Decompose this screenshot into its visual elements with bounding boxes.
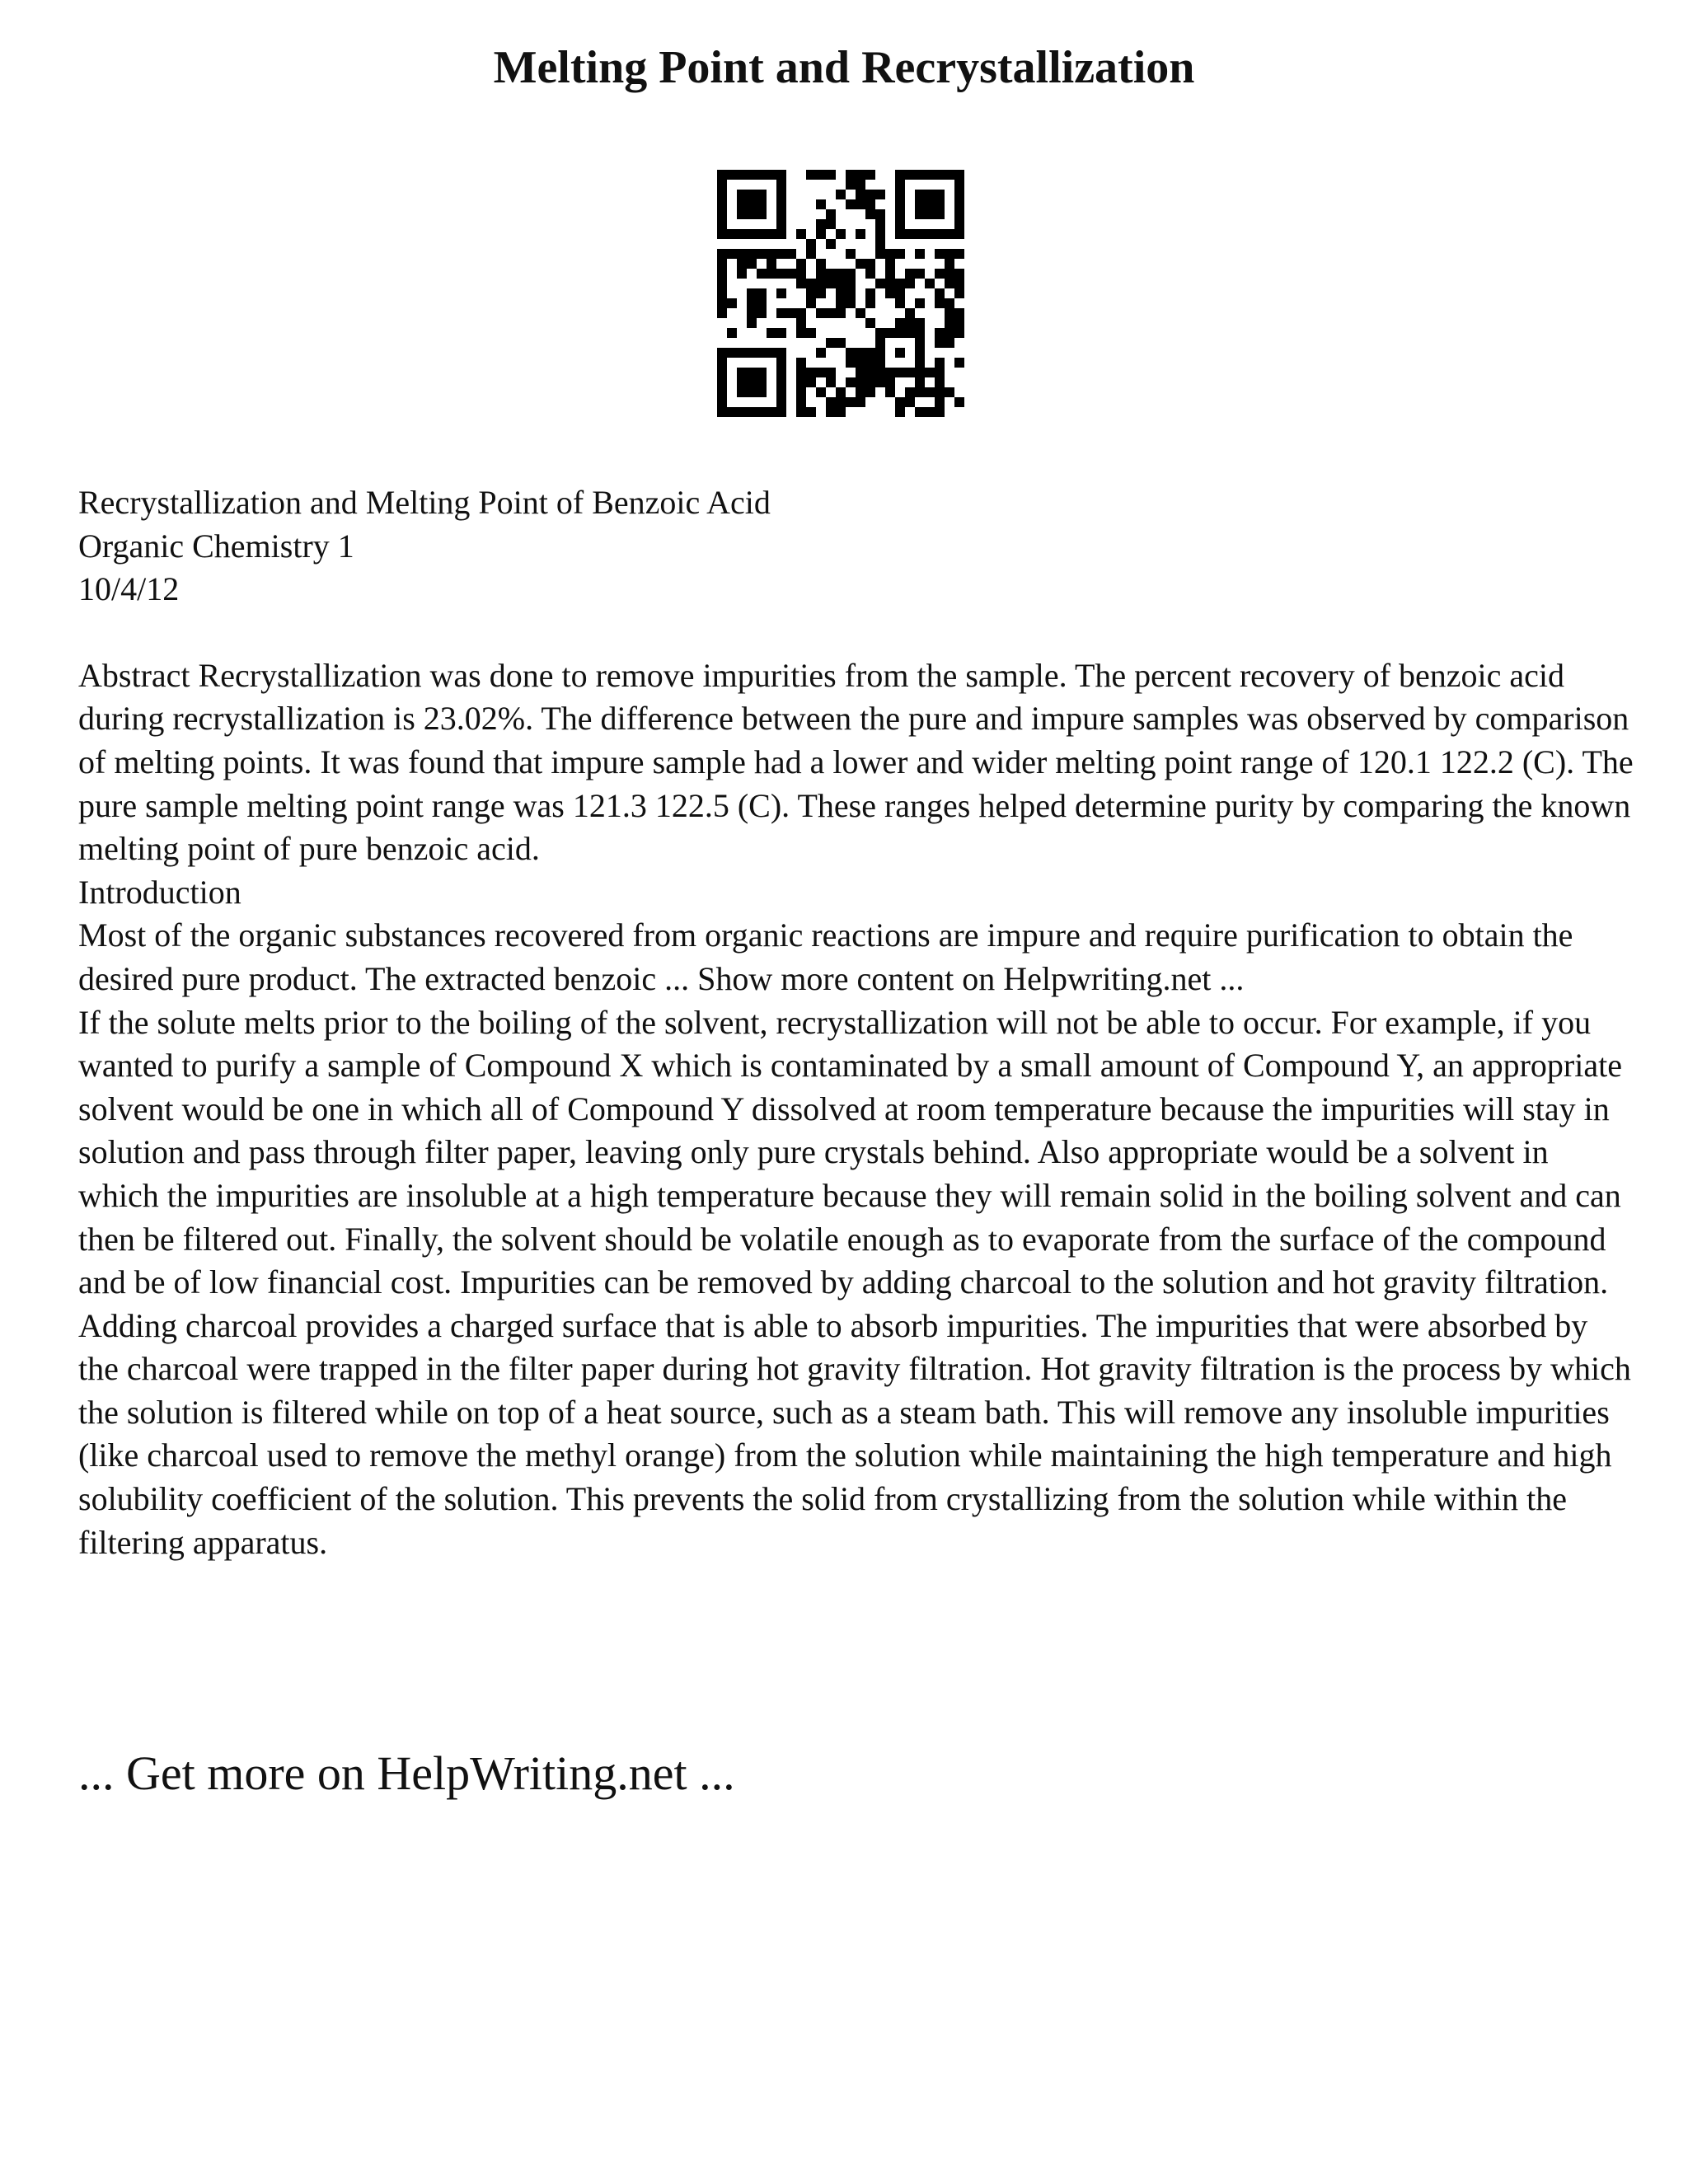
continuation-paragraph: If the solute melts prior to the boiling of the solvent, recrystallization will not be able to occur. For example, if you wanted to purify a sample of Compound X which is contaminated by a small amount of Compound Y, an appropriate solvent would be one in which all of Compound Y dissolved at room temperature because the impurities will stay in solution and pass through filter paper, leaving only pure crystals behind. Also appropriate would be a solvent in which the impurities are insoluble at a high temperature because they will remain solid in the boiling solvent and can then be filtered out. Finally, the solvent should be volatile enough as to evaporate from the surface of the compound and be of low financial cost. Impurities can be removed by adding charcoal to the solution and hot gravity filtration. Adding charcoal provides a charged surface that is able to absorb impurities. The impurities that were absorbed by the charcoal were trapped in the filter paper during hot gravity filtration. Hot gravity filtration is the process by which the solution is filtered while on top of a heat source, such as a steam bath. This will remove any insoluble impurities (like charcoal used to remove the methyl orange) from the solution while maintaining the high temperature and high solubility coefficient of the solution. This prevents the solid from crystallizing from the solution while within the filtering apparatus. (78, 1003, 1631, 1561)
introduction-paragraph: Most of the organic substances recovered from organic reactions are impure and require purification to obtain the desired pure product. The extracted benzoic ... Show more content on Helpwriting.net ... (78, 916, 1573, 997)
document-body (78, 481, 1636, 1564)
abstract-paragraph: Abstract Recrystallization was done to remove impurities from the sample. The percent recovery of benzoic acid during recrystallization is 23.02%. The difference between the pure and impure samples was observed by comparison of melting points. It was found that impure sample had a lower and wider melting point range of 120.1 122.2 (C). The pure sample melting point range was 121.3 122.5 (C). These ranges helped determine purity by comparing the known melting point of pure benzoic acid. (78, 656, 1634, 868)
document-title: Melting Point and Recrystallization (493, 42, 1195, 93)
report-title-line: Recrystallization and Melting Point of Benzoic Acid (78, 484, 771, 521)
introduction-heading: Introduction (78, 873, 241, 911)
course-name-line: Organic Chemistry 1 (78, 527, 354, 565)
spacer (78, 612, 1636, 654)
qr-code-icon (717, 170, 964, 417)
get-more-link[interactable]: ... Get more on HelpWriting.net ... (78, 1746, 735, 1800)
report-date-line: 10/4/12 (78, 570, 180, 608)
